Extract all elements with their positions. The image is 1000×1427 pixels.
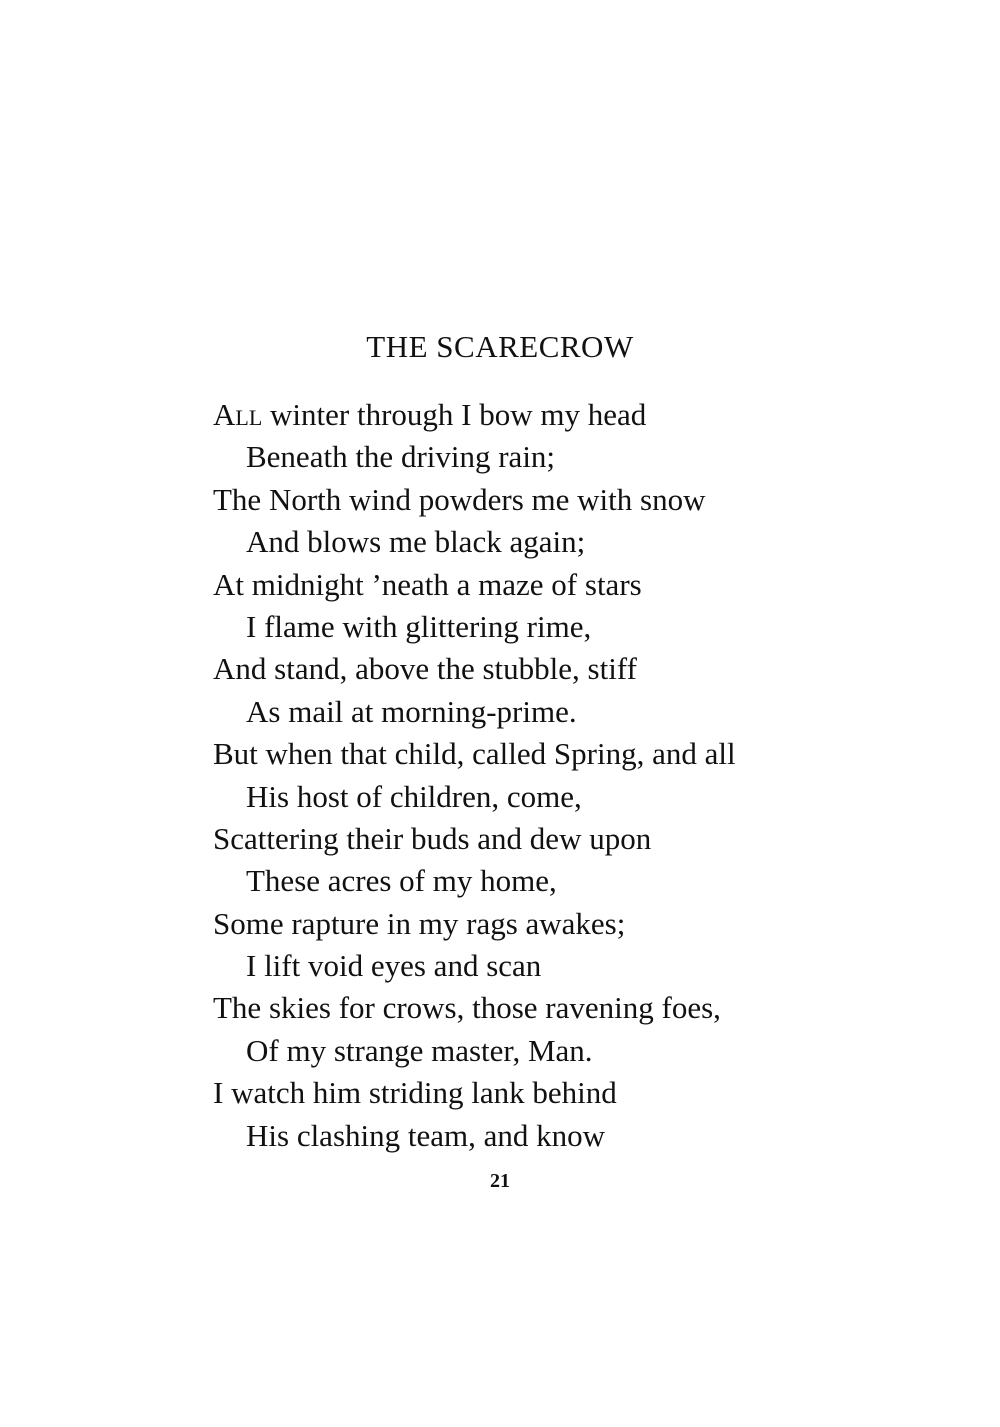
poem-line-2: Beneath the driving rain; <box>246 439 556 475</box>
poem-line-17: I watch him striding lank behind <box>213 1075 617 1111</box>
page-number: 21 <box>490 1170 510 1192</box>
poem-line-3: The North wind powders me with snow <box>213 481 706 517</box>
poem-line-6: I flame with glittering rime, <box>246 608 592 644</box>
poem-title: THE SCARECROW <box>366 329 634 364</box>
opening-word: All <box>213 397 263 432</box>
poem-line-12: These acres of my home, <box>246 863 557 899</box>
poem-line-7: And stand, above the stubble, stiff <box>213 651 637 687</box>
poem-body <box>213 394 933 1157</box>
poem-line-1-rest: winter through I bow my head <box>262 397 647 432</box>
poem-line-1 <box>213 394 933 436</box>
poem-line-18: His clashing team, and know <box>246 1117 606 1153</box>
poem-line-16: Of my strange master, Man. <box>246 1032 593 1068</box>
poem-line-13: Some rapture in my rags awakes; <box>213 905 626 941</box>
poem-line-5: At midnight ’neath a maze of stars <box>213 566 642 602</box>
poem-line-4: And blows me black again; <box>246 524 586 560</box>
poem-line-8: As mail at morning-prime. <box>246 693 577 729</box>
poem-line-9: But when that child, called Spring, and all <box>213 736 736 772</box>
poem-line-11: Scattering their buds and dew upon <box>213 820 652 856</box>
poem-line-14: I lift void eyes and scan <box>246 948 542 984</box>
poem-line-15: The skies for crows, those ravening foes, <box>213 990 721 1026</box>
poem-line-10: His host of children, come, <box>246 778 582 814</box>
